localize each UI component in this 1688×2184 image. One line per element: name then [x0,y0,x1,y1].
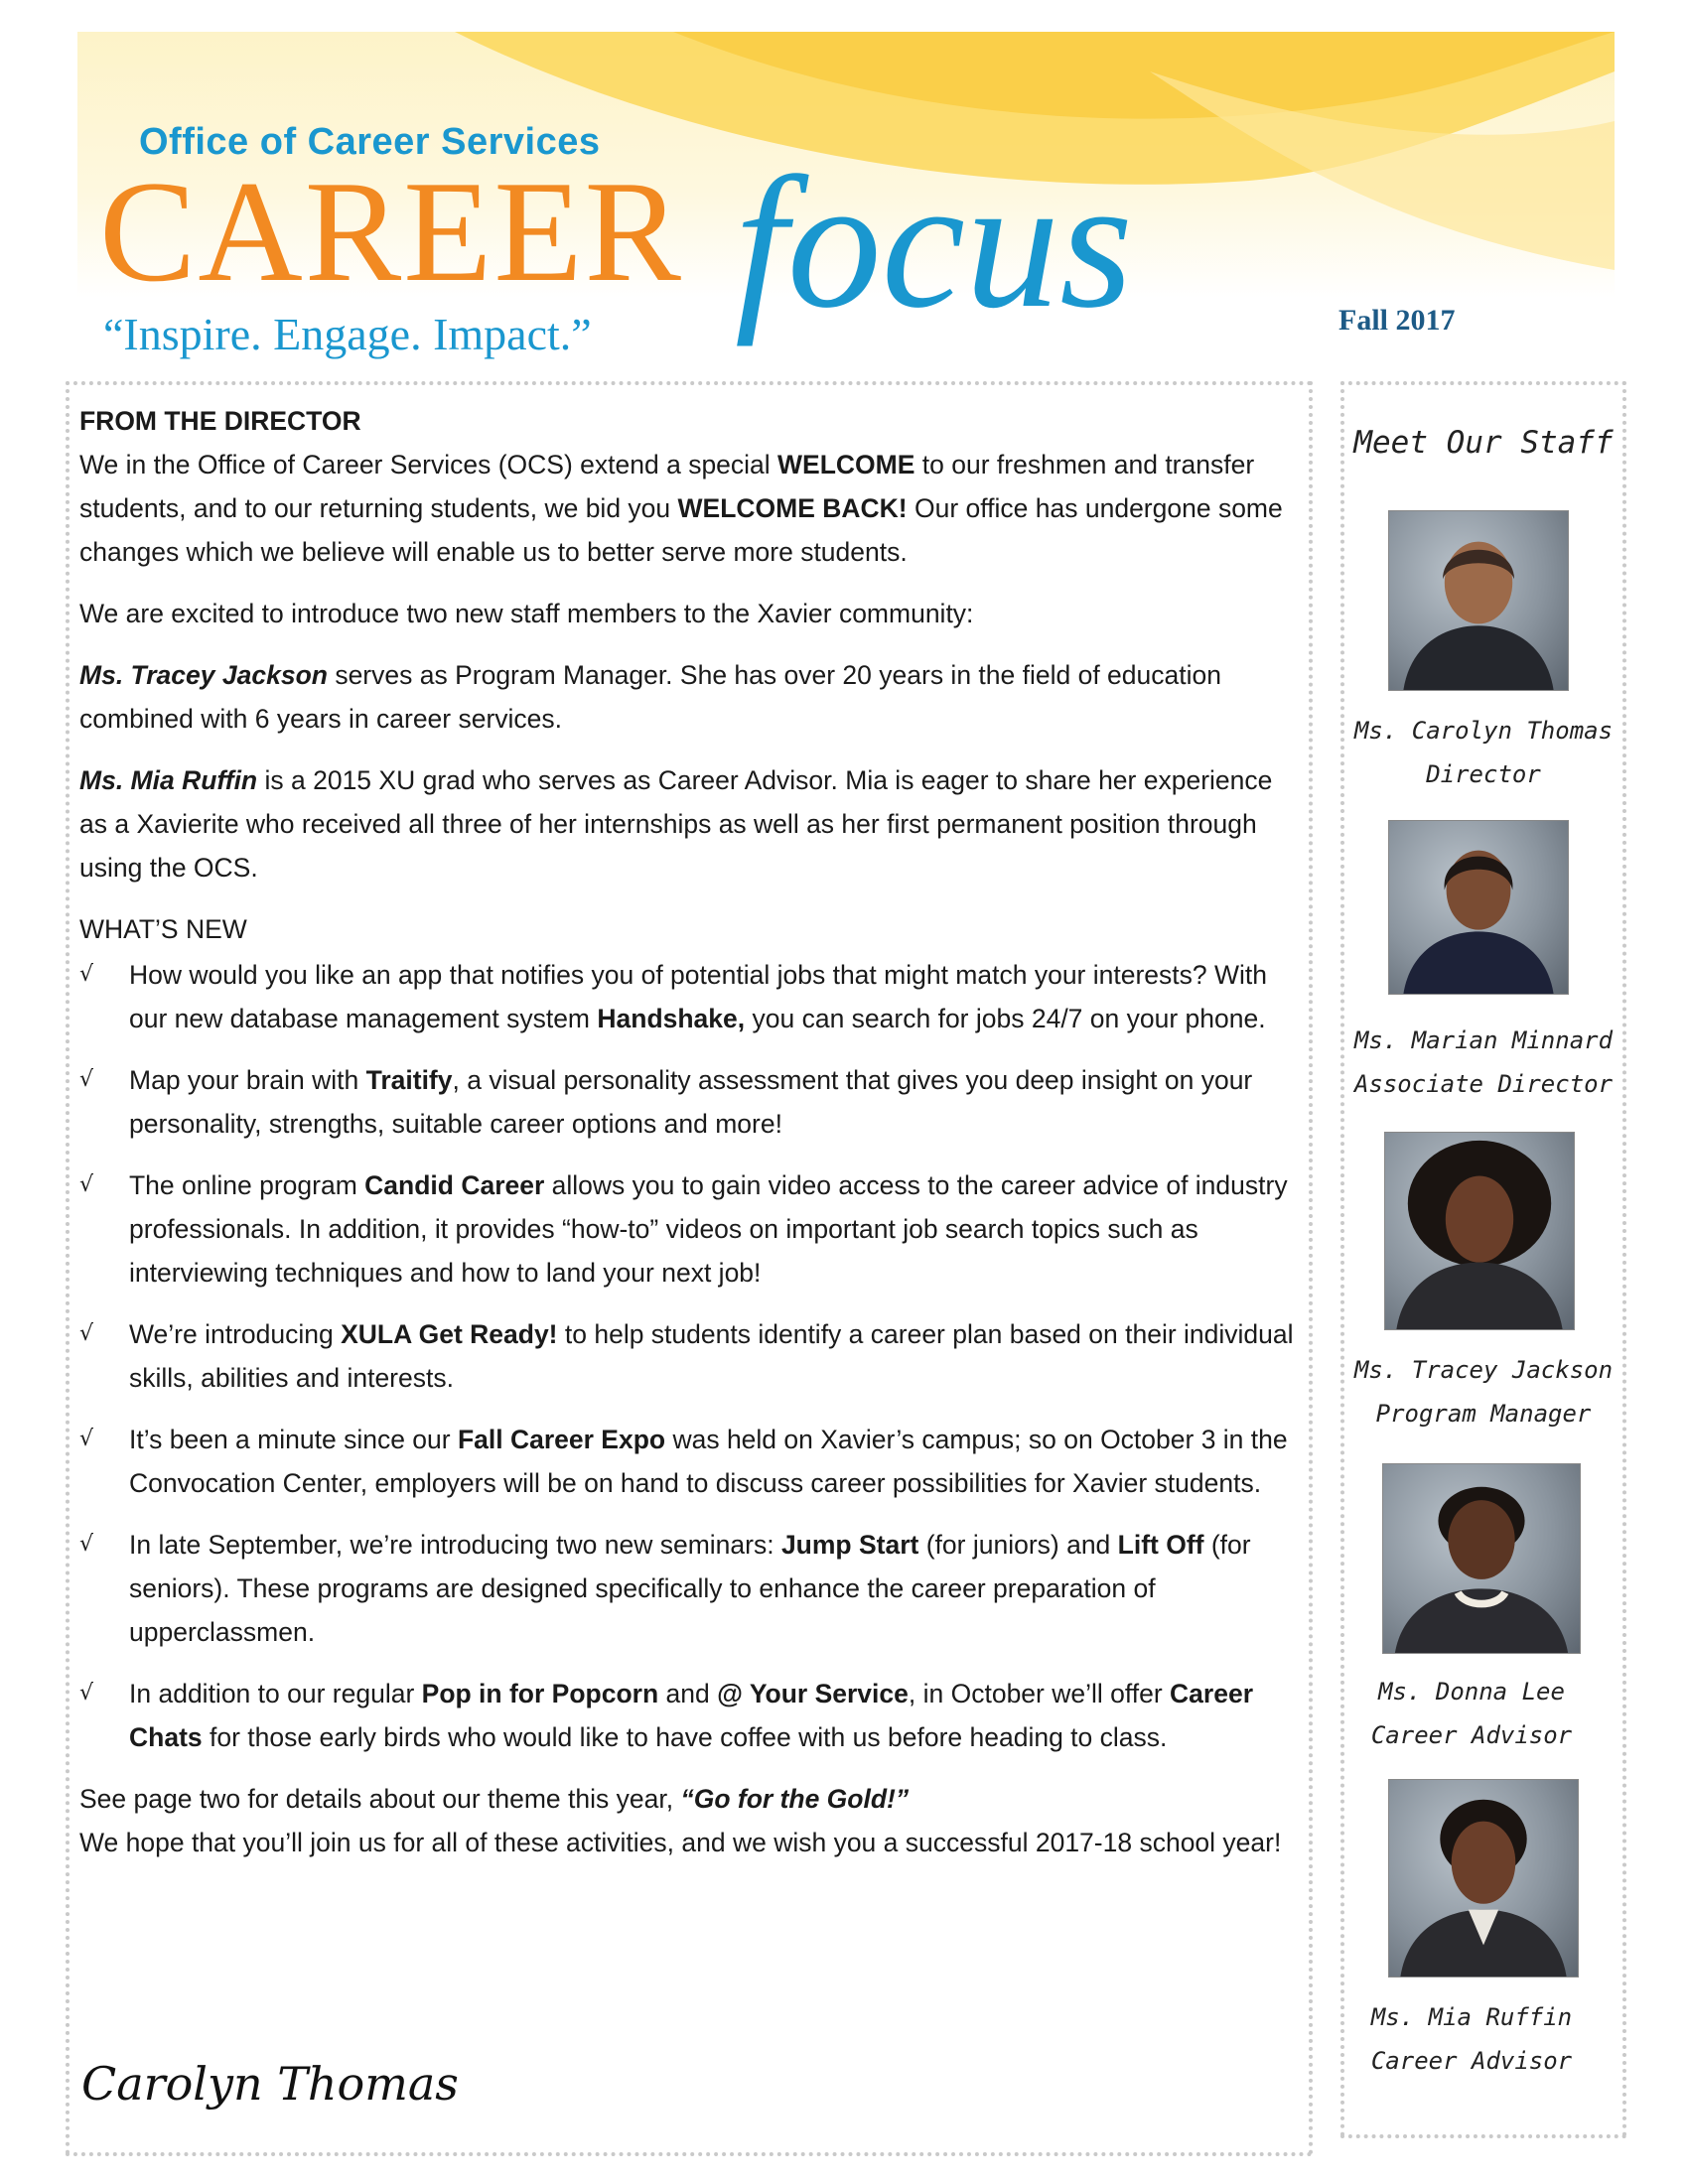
check-mark-icon: √ [79,1427,94,1451]
list-item: √ In late September, we’re introducing two new seminars: Jump Start (for juniors) and Lift Off (for seniors). These programs are designed specifically to enhance the career preparation of upperclassmen. [79,1523,1301,1654]
career-wordmark: CAREER [99,151,683,312]
paragraph-mia-ruffin: Ms. Mia Ruffin is a 2015 XU grad who serves as Career Advisor. Mia is eager to share her experience as a Xavierite who received all three of her internships as well as her first permanent position through using the OCS. [79,765,1273,883]
paragraph-new-staff-intro: We are excited to introduce two new staff members to the Xavier community: [79,599,974,628]
focus-wordmark: focus [735,139,1134,347]
paragraph-closing: We hope that you’ll join us for all of these activities, and we wish you a successful 2017-18 school year! [79,1828,1282,1857]
office-name: Office of Career Services [139,121,601,163]
staff-role: Career Advisor [1370,2047,1573,2075]
check-mark-icon: √ [79,1067,94,1092]
check-mark-icon: √ [79,1681,94,1706]
staff-photo-tracey-jackson [1384,1132,1575,1330]
director-letter [79,399,1301,1864]
section-heading-whats-new: WHAT’S NEW [79,914,247,944]
staff-name: Ms. Donna Lee [1378,1678,1565,1706]
staff-role: Program Manager [1375,1400,1592,1428]
list-item: √ Map your brain with Traitify, a visual personality assessment that gives you deep insight on your personality, strengths, suitable career options and more! [79,1058,1301,1146]
staff-photo-donna-lee [1382,1463,1581,1654]
staff-photo-mia-ruffin [1388,1779,1579,1978]
whats-new-list [79,953,1301,1759]
portrait-icon [1383,1464,1580,1653]
staff-photo-marian-minnard [1388,820,1569,995]
list-item: √ How would you like an app that notifies you of potential jobs that might match your interests? With our new database management system Handshake, you can search for jobs 24/7 on your phone. [79,953,1301,1040]
list-item: √ It’s been a minute since our Fall Career Expo was held on Xavier’s campus; so on October 3 in the Convocation Center, employers will be on hand to discuss career possibilities for Xavier students. [79,1418,1301,1505]
portrait-icon [1389,821,1568,994]
staff-name: Ms. Marian Minnard [1353,1026,1614,1054]
staff-name: Ms. Carolyn Thomas [1353,717,1614,745]
portrait-icon [1389,1780,1578,1977]
check-mark-icon: √ [79,1172,94,1197]
paragraph-theme: See page two for details about our theme this year, “Go for the Gold!” [79,1784,910,1814]
section-heading-director: FROM THE DIRECTOR [79,406,361,436]
portrait-icon [1389,511,1568,690]
tagline: “Inspire. Engage. Impact.” [103,309,592,359]
staff-role: Associate Director [1353,1070,1614,1098]
paragraph-welcome: We in the Office of Career Services (OCS) extend a special WELCOME to our freshmen and transfer students, and to our returning students, we bid you WELCOME BACK! Our office has undergone some changes which we believe will enable us to better serve more students. [79,450,1283,567]
issue-date: Fall 2017 [1338,304,1456,337]
list-item: √ We’re introducing XULA Get Ready! to help students identify a career plan based on their individual skills, abilities and interests. [79,1312,1301,1400]
portrait-icon [1385,1133,1574,1329]
sidebar-title: Meet Our Staff [1353,425,1614,461]
staff-role: Director [1426,760,1541,788]
check-mark-icon: √ [79,1532,94,1557]
list-item: √ The online program Candid Career allows you to gain video access to the career advice of industry professionals. In addition, it provides “how-to” videos on important job search topics such as interviewing techniques and how to land your next job! [79,1163,1301,1295]
check-mark-icon: √ [79,1321,94,1346]
check-mark-icon: √ [79,962,94,987]
director-signature: Carolyn Thomas [81,2057,459,2111]
list-item: √ In addition to our regular Pop in for Popcorn and @ Your Service, in October we’ll offer Career Chats for those early birds who would like to have coffee with us before heading to class. [79,1672,1301,1759]
staff-name: Ms. Mia Ruffin [1370,2003,1573,2031]
staff-photo-carolyn-thomas [1388,510,1569,691]
paragraph-tracey-jackson: Ms. Tracey Jackson serves as Program Manager. She has over 20 years in the field of education combined with 6 years in career services. [79,660,1221,734]
staff-role: Career Advisor [1370,1721,1573,1749]
staff-name: Ms. Tracey Jackson [1353,1356,1614,1384]
